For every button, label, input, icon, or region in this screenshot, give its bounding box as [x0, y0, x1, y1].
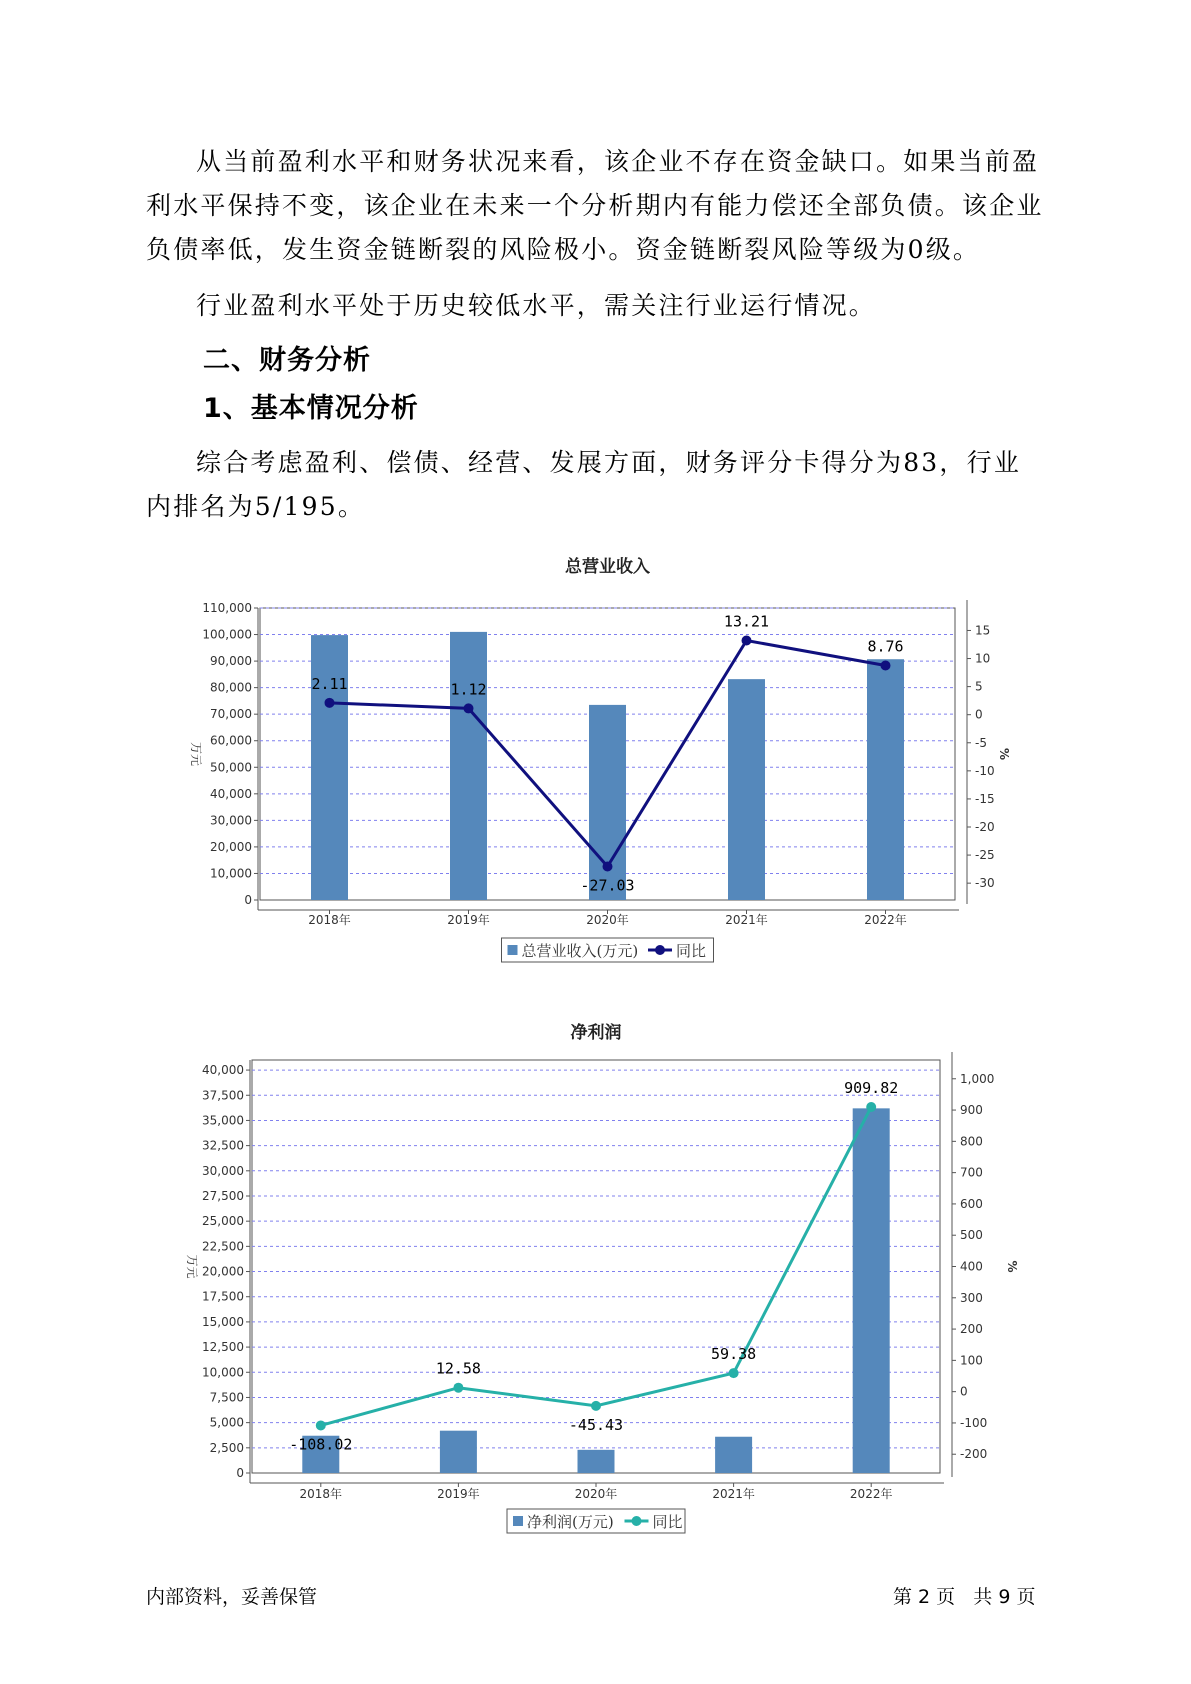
bar-2022年 [853, 1108, 890, 1473]
yoy-point [881, 661, 891, 671]
y-tick-label: 40,000 [202, 1063, 244, 1078]
footer-left: 内部资料，妥善保管 [146, 1586, 318, 1608]
y-axis-label: 万元 [185, 1254, 199, 1279]
legend-bar-swatch [508, 945, 518, 955]
revenue-chart-svg [0, 540, 1191, 980]
yoy-point [453, 1383, 463, 1393]
y2-tick-label: -20 [975, 820, 995, 834]
footer-page-number: 第 2 页 共 9 页 [893, 1586, 1036, 1608]
y-tick-label: 40,000 [210, 786, 252, 801]
y-axis-label: 万元 [189, 741, 203, 767]
net-profit-chart [0, 1008, 1191, 1548]
bar-2019年 [450, 632, 487, 900]
bar-2022年 [867, 659, 904, 900]
yoy-point [742, 636, 752, 646]
y-tick-label: 10,000 [202, 1365, 244, 1380]
y2-tick-label: 300 [960, 1290, 983, 1305]
x-tick-label: 2020年 [574, 1487, 618, 1501]
legend-line-marker [655, 945, 665, 955]
y2-tick-label: 200 [960, 1322, 983, 1337]
y-tick-label: 20,000 [210, 839, 252, 854]
y2-tick-label: 400 [960, 1259, 983, 1274]
legend-bar-label: 总营业收入(万元) [521, 942, 639, 960]
y-tick-label: 20,000 [202, 1264, 244, 1279]
y-tick-label: 32,500 [202, 1138, 244, 1153]
y2-tick-label: 500 [960, 1228, 983, 1243]
net-profit-chart-svg [0, 1008, 1191, 1548]
y2-tick-label: 800 [960, 1134, 983, 1149]
chart-title: 净利润 [570, 1023, 622, 1043]
section-heading-basic-analysis: 1、基本情况分析 [203, 393, 419, 424]
y2-tick-label: 100 [960, 1353, 983, 1368]
data-label: 909.82 [844, 1078, 899, 1097]
y2-tick-label: 0 [975, 707, 983, 722]
y2-axis-label: % [1005, 1260, 1019, 1273]
y-tick-label: 27,500 [202, 1188, 244, 1203]
y2-tick-label: -100 [960, 1415, 988, 1430]
yoy-point [591, 1401, 601, 1411]
y-tick-label: 2,500 [209, 1440, 244, 1455]
yoy-point [866, 1102, 876, 1112]
legend-bar-label: 净利润(万元) [527, 1513, 614, 1531]
y2-tick-label: 600 [960, 1196, 983, 1211]
chart-title: 总营业收入 [565, 557, 650, 577]
y-tick-label: 30,000 [210, 813, 252, 828]
data-label: 59.38 [711, 1345, 757, 1364]
y-tick-label: 5,000 [209, 1415, 244, 1430]
y-tick-label: 12,500 [202, 1340, 244, 1355]
revenue-chart [0, 540, 1191, 980]
y-tick-label: 37,500 [202, 1088, 244, 1103]
y-tick-label: 25,000 [202, 1214, 244, 1229]
y-tick-label: 7,500 [209, 1390, 244, 1405]
plot-area [252, 1060, 940, 1473]
data-label: 13.21 [723, 612, 770, 631]
x-tick-label: 2018年 [308, 913, 351, 927]
yoy-point [325, 698, 335, 708]
bar-2019年 [440, 1431, 477, 1473]
legend-bar-swatch [513, 1516, 523, 1526]
x-tick-label: 2019年 [447, 913, 490, 927]
paragraph-industry: 行业盈利水平处于历史较低水平，需关注行业运行情况。 [196, 291, 877, 320]
y-tick-label: 0 [236, 1466, 244, 1480]
data-label: -45.43 [568, 1415, 624, 1434]
yoy-point [729, 1368, 739, 1378]
yoy-point [603, 861, 613, 871]
legend-line-label: 同比 [676, 942, 707, 960]
y2-tick-label: 1,000 [960, 1071, 995, 1086]
yoy-point [316, 1420, 326, 1430]
data-label: -108.02 [289, 1435, 353, 1454]
paragraph-fund-gap: 从当前盈利水平和财务状况来看，该企业不存在资金缺口。如果当前盈利水平保持不变，该企业在未来一个分析期内有能力偿还全部负债。该企业负债率低，发生资金链断裂的风险极小。资金链断裂风险等级为0级。 [146, 147, 1044, 264]
legend-line-marker [632, 1516, 642, 1526]
x-tick-label: 2019年 [437, 1487, 480, 1501]
yoy-point [464, 703, 474, 713]
bar-2021年 [715, 1437, 752, 1473]
data-label: 1.12 [450, 680, 487, 699]
y-tick-label: 22,500 [202, 1239, 244, 1254]
section-heading-financial-analysis: 二、财务分析 [203, 345, 371, 376]
x-tick-label: 2018年 [299, 1487, 343, 1501]
y2-tick-label: 700 [960, 1165, 983, 1180]
y-tick-label: 15,000 [202, 1314, 244, 1329]
paragraph-score: 综合考虑盈利、偿债、经营、发展方面，财务评分卡得分为83，行业内排名为5/195。 [146, 448, 1022, 521]
y2-tick-label: 15 [975, 623, 991, 638]
bar-2021年 [728, 679, 765, 900]
x-tick-label: 2022年 [849, 1487, 893, 1501]
y-tick-label: 17,500 [202, 1289, 244, 1304]
y-tick-label: 35,000 [202, 1113, 244, 1128]
y-tick-label: 10,000 [210, 866, 252, 881]
x-tick-label: 2021年 [712, 1487, 755, 1501]
y2-tick-label: 0 [960, 1384, 968, 1399]
data-label: 12.58 [435, 1359, 481, 1378]
y2-tick-label: -15 [975, 791, 995, 806]
y2-tick-label: -25 [975, 848, 995, 863]
legend-line-label: 同比 [652, 1513, 683, 1531]
data-label: 8.76 [867, 637, 904, 656]
x-tick-label: 2020年 [586, 913, 629, 927]
y2-tick-label: -200 [960, 1447, 988, 1462]
y-tick-label: 50,000 [210, 760, 252, 775]
y-tick-label: 110,000 [202, 601, 252, 615]
y-tick-label: 70,000 [210, 707, 252, 722]
data-label: -27.03 [580, 876, 635, 895]
bar-2020年 [578, 1450, 615, 1473]
y2-tick-label: -30 [975, 876, 995, 891]
y-tick-label: 90,000 [210, 654, 252, 669]
y-tick-label: 0 [244, 893, 252, 907]
y2-tick-label: 10 [975, 651, 991, 666]
y-tick-label: 60,000 [210, 733, 252, 748]
data-label: 2.11 [311, 674, 348, 693]
x-tick-label: 2021年 [725, 913, 768, 927]
x-tick-label: 2022年 [864, 913, 907, 927]
y-tick-label: 80,000 [210, 680, 252, 695]
y2-tick-label: -10 [975, 763, 995, 778]
y2-tick-label: -5 [975, 735, 987, 750]
y2-tick-label: 5 [975, 679, 983, 694]
y2-axis-label: % [997, 747, 1011, 761]
y2-tick-label: 900 [960, 1103, 983, 1118]
y-tick-label: 100,000 [202, 627, 252, 642]
y-tick-label: 30,000 [202, 1163, 244, 1178]
